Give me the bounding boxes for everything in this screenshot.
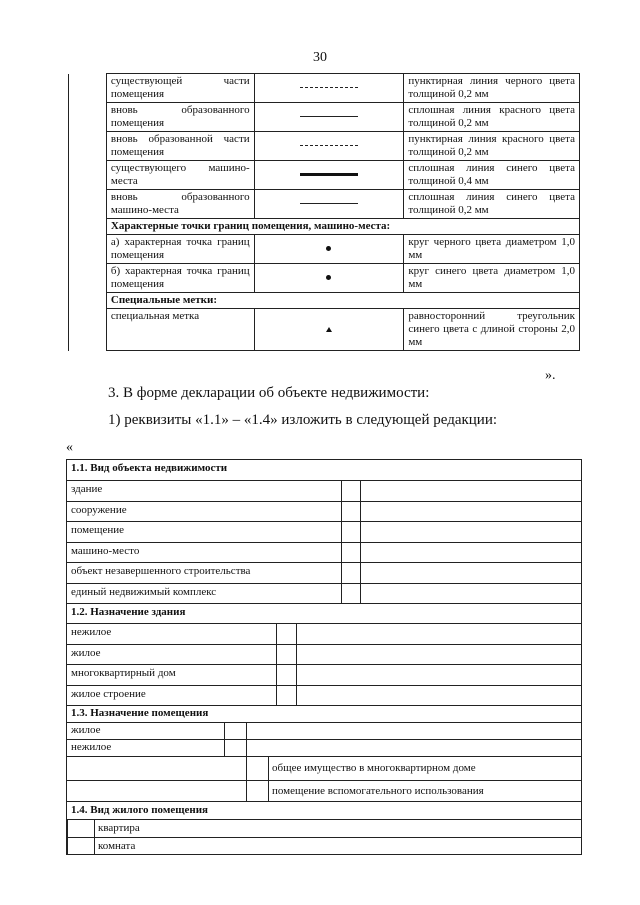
legend-item-description: круг синего цвета диаметром 1,0 мм xyxy=(404,264,580,293)
form-row xyxy=(67,837,581,855)
option-label: общее имущество в многоквартирном доме xyxy=(272,762,476,774)
checkbox[interactable] xyxy=(341,481,360,501)
legend-item-name: б) характерная точка границ помещения xyxy=(106,264,254,293)
checkbox[interactable] xyxy=(341,502,360,521)
form-row xyxy=(67,583,581,603)
legend-item-description: равносторонний треугольник синего цвета с длиной стороны 2,0 мм xyxy=(404,309,580,351)
option-label: жилое xyxy=(71,724,101,736)
option-label: квартира xyxy=(98,822,140,834)
option-label: многоквартирный дом xyxy=(71,667,176,679)
legend-item-name: вновь образованного машино-места xyxy=(106,190,254,219)
form-row xyxy=(67,780,581,801)
legend-item-name: существующего машино-места xyxy=(106,161,254,190)
legend-symbol-cell xyxy=(254,190,404,219)
form-row xyxy=(67,722,581,739)
option-label: помещение xyxy=(71,524,125,536)
form-row xyxy=(67,685,581,705)
solid-line-symbol xyxy=(300,203,358,204)
form-row xyxy=(67,819,581,837)
legend-item-name: вновь образованной части помещения xyxy=(106,132,254,161)
section-heading: 1.1. Вид объекта недвижимости xyxy=(71,462,228,474)
option-label: единый недвижимый комплекс xyxy=(71,586,217,598)
checkbox[interactable] xyxy=(246,757,268,780)
checkbox[interactable] xyxy=(224,723,246,739)
section-heading-row xyxy=(67,460,581,480)
section-heading-row xyxy=(67,603,581,623)
dashed-line-symbol xyxy=(300,87,358,88)
legend-section-heading: Характерные точки границ помещения, машино-места: xyxy=(106,219,579,235)
thick-line-symbol xyxy=(300,173,358,176)
legend-item-description: круг черного цвета диаметром 1,0 мм xyxy=(404,235,580,264)
checkbox[interactable] xyxy=(341,584,360,603)
legend-item-description: сплошная линия синего цвета толщиной 0,2 мм xyxy=(404,190,580,219)
form-row xyxy=(67,756,581,780)
legend-section-heading: Специальные метки: xyxy=(106,293,579,309)
option-label: комната xyxy=(98,840,136,852)
solid-line-symbol xyxy=(300,116,358,117)
dashed-line-symbol xyxy=(300,145,358,146)
legend-item-name: существующей части помещения xyxy=(106,74,254,103)
legend-symbol-cell xyxy=(254,103,404,132)
option-label: нежилое xyxy=(71,741,112,753)
declaration-form xyxy=(66,459,582,855)
legend-item-description: пунктирная линия красного цвета толщиной 0,2 мм xyxy=(404,132,580,161)
legend-symbol-cell xyxy=(254,309,404,351)
legend-row xyxy=(69,103,580,132)
legend-item-name: вновь образованного помещения xyxy=(106,103,254,132)
checkbox[interactable] xyxy=(246,781,268,801)
legend-symbol-cell xyxy=(254,161,404,190)
legend-symbol-cell xyxy=(254,235,404,264)
legend-section-row xyxy=(69,219,580,235)
section-heading: 1.2. Назначение здания xyxy=(71,606,186,618)
legend-item-description: сплошная линия синего цвета толщиной 0,4 мм xyxy=(404,161,580,190)
form-row xyxy=(67,623,581,644)
checkbox[interactable] xyxy=(276,645,296,664)
form-row xyxy=(67,562,581,583)
legend-row xyxy=(69,235,580,264)
option-label: жилое xyxy=(71,647,101,659)
checkbox[interactable] xyxy=(341,563,360,583)
form-row xyxy=(67,521,581,542)
opening-quote: « xyxy=(66,440,73,455)
section-heading: 1.4. Вид жилого помещения xyxy=(71,804,208,816)
option-label: сооружение xyxy=(71,504,127,516)
checkbox[interactable] xyxy=(67,838,94,855)
dot-symbol xyxy=(326,246,331,251)
legend-section-row xyxy=(69,293,580,309)
legend-item-name: а) характерная точка границ помещения xyxy=(106,235,254,264)
checkbox[interactable] xyxy=(276,665,296,685)
section-heading-row xyxy=(67,705,581,722)
dot-symbol xyxy=(326,275,331,280)
form-row xyxy=(67,501,581,521)
option-label: машино-место xyxy=(71,545,140,557)
option-label: объект незавершенного строительства xyxy=(71,565,251,577)
legend-symbol-cell xyxy=(254,132,404,161)
page-number: 30 xyxy=(313,50,327,65)
triangle-symbol xyxy=(326,327,332,332)
option-label: жилое строение xyxy=(71,688,146,700)
form-row xyxy=(67,542,581,562)
legend-symbol-cell xyxy=(254,264,404,293)
closing-quote: ». xyxy=(545,368,556,383)
legend-symbol-cell xyxy=(254,74,404,103)
legend-item-name: специальная метка xyxy=(106,309,254,351)
legend-item-description: сплошная линия красного цвета толщиной 0,2 мм xyxy=(404,103,580,132)
legend-row xyxy=(69,74,580,103)
legend-row xyxy=(69,132,580,161)
legend-item-description: пунктирная линия черного цвета толщиной 0,2 мм xyxy=(404,74,580,103)
option-label: нежилое xyxy=(71,626,112,638)
section-heading-row xyxy=(67,801,581,819)
legend-row xyxy=(69,190,580,219)
checkbox[interactable] xyxy=(276,686,296,705)
checkbox[interactable] xyxy=(67,820,94,837)
legend-row xyxy=(69,264,580,293)
legend-table xyxy=(68,73,580,351)
paragraph-3: 3. В форме декларации об объекте недвижимости: xyxy=(108,385,430,401)
option-label: помещение вспомогательного использования xyxy=(272,785,484,797)
legend-row xyxy=(69,161,580,190)
checkbox[interactable] xyxy=(341,543,360,562)
paragraph-3-1: 1) реквизиты «1.1» – «1.4» изложить в следующей редакции: xyxy=(108,412,498,428)
checkbox[interactable] xyxy=(276,624,296,644)
section-heading: 1.3. Назначение помещения xyxy=(71,707,209,719)
form-row xyxy=(67,664,581,685)
checkbox[interactable] xyxy=(341,522,360,542)
legend-row xyxy=(69,309,580,351)
form-row xyxy=(67,644,581,664)
checkbox[interactable] xyxy=(224,740,246,756)
option-label: здание xyxy=(71,483,103,495)
form-row xyxy=(67,480,581,501)
form-row xyxy=(67,739,581,756)
